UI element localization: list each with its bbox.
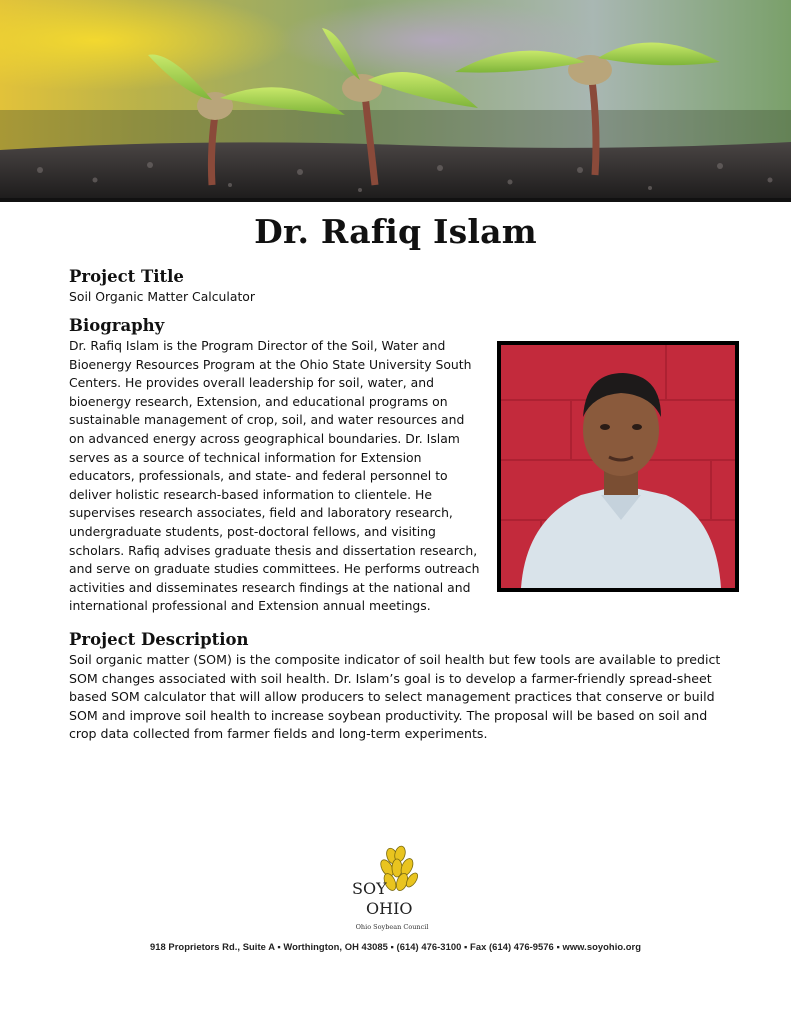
person-portrait-icon <box>501 345 735 588</box>
description-line: SOM changes associated with soil health. Dr. Islam’s goal is to develop a farmer-friendly spread-sheet <box>69 670 712 686</box>
logo-ohio-text: OHIO <box>366 899 413 918</box>
biography-line: sustainable management of crop, soil, and water resources and <box>69 412 465 428</box>
biography-line: and serve on graduate studies committees. He performs outreach <box>69 561 480 577</box>
biography-line: international professional and Extension annual meetings. <box>69 598 431 614</box>
biography-text <box>69 337 479 616</box>
soy-ohio-logo <box>340 842 445 938</box>
biography-line: Centers. He provides overall leadership for soil, water, and <box>69 375 434 391</box>
seedlings-icon <box>0 0 791 202</box>
biography-line: Dr. Rafiq Islam is the Program Director of the Soil, Water and <box>69 338 446 353</box>
logo-council-text: Ohio Soybean Council <box>355 923 429 931</box>
biography-line: educators, professionals, and state- and federal personnel to <box>69 468 448 484</box>
person-name: Dr. Rafiq Islam <box>254 212 537 251</box>
description-line: crop data collected from farmer fields and long-term experiments. <box>69 726 488 742</box>
portrait-photo <box>497 341 739 592</box>
biography-line: undergraduate students, post-doctoral fellows, and visiting <box>69 523 436 539</box>
project-title-heading: Project Title <box>69 267 184 286</box>
soybean-pod-icon <box>340 842 445 938</box>
project-description-text <box>69 651 720 744</box>
footer-contact-info: 918 Proprietors Rd., Suite A ▪ Worthington, OH 43085 ▪ (614) 476-3100 ▪ Fax (614) 476-9576 ▪ www.soyohio.org <box>149 941 642 952</box>
biography-heading: Biography <box>69 316 165 335</box>
logo-soy-text: SOY <box>352 879 387 898</box>
description-line: Soil organic matter (SOM) is the composite indicator of soil health but few tools are available to predict <box>69 652 721 667</box>
project-description-heading: Project Description <box>69 630 249 649</box>
biography-line: serves as a source of technical information for Extension <box>69 449 422 465</box>
header-banner-image <box>0 0 791 202</box>
biography-line: deliver holistic research-based information to clientele. He <box>69 486 432 502</box>
description-line: SOM and improve soil health to increase soybean productivity. The proposal will be based on soil and <box>69 707 708 723</box>
biography-line: Bioenergy Resources Program at the Ohio State University South <box>69 356 472 372</box>
biography-line: scholars. Rafiq advises graduate thesis and dissertation research, <box>69 542 478 558</box>
project-title-text: Soil Organic Matter Calculator <box>69 289 255 304</box>
biography-line: bioenergy research, Extension, and educational programs on <box>69 393 448 409</box>
description-line: based SOM calculator that will allow producers to select management practices that conserve or build <box>69 689 715 705</box>
biography-line: supervises research associates, field and laboratory research, <box>69 505 453 521</box>
biography-line: activities and disseminates research findings at the national and <box>69 579 471 595</box>
biography-line: on advanced energy across geographical boundaries. Dr. Islam <box>69 430 460 446</box>
